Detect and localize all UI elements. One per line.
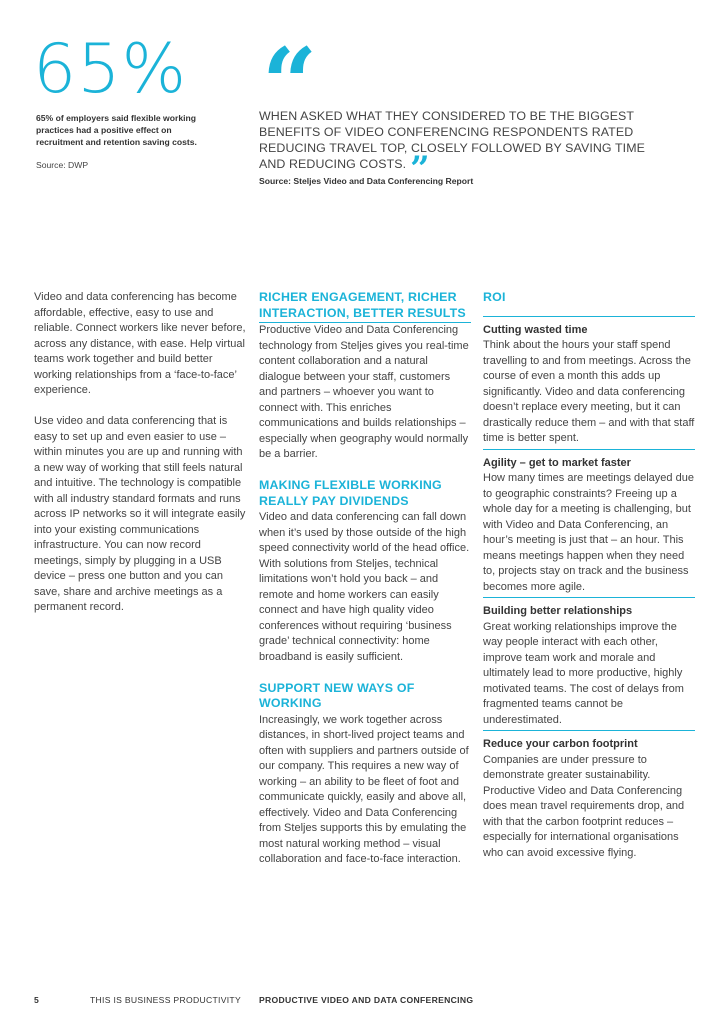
section-body: Video and data conferencing can fall down when it’s used by those outside of the high speed connectivity world of the head office. With solutions from Steljes, technical limitations won’t hold you back – and remote and home workers can easily connect and have high quality video conferences without requiring ‘business grade’ technical connectivity: home broadband is easily sufficient. [259,511,470,663]
page-number: 5 [34,995,40,1005]
roi-item-body: Companies are under pressure to demonstrate greater sustainability. Productive Video and Data Conferencing does mean travel requirements drop, and with that the carbon footprint reduces – especially for international organisations who can avoid excessive flying. [483,753,685,859]
roi-column [483,290,695,869]
roi-item [483,456,695,599]
pull-quote-text: WHEN ASKED WHAT THEY CONSIDERED TO BE THE BIGGEST BENEFITS OF VIDEO CONFERENCING RESPONDENTS RATED REDUCING TRAVEL TOP, CLOSELY FOLLOWED BY SAVING TIME AND REDUCING COSTS. [259,109,645,171]
benefits-column [259,290,471,883]
intro-paragraph: Video and data conferencing has become affordable, effective, easy to use and reliable. Connect workers like never before, across any distance, with ease. Help virtual teams work together and build better working relationships from a ‘face-to-face’ experience. [34,291,246,396]
roi-item-title: Building better relationships [483,605,633,617]
roi-item-body: Great working relationships improve the way people interact with each other, improve team work and morale and ultimately lead to more productive, highly motivated teams. The cost of delays from fragmented teams cannot be underestimated. [483,620,684,726]
stat-source: Source: DWP [36,160,89,170]
section-heading: SUPPORT NEW WAYS OF WORKING [259,680,415,710]
footer-left-label: THIS IS BUSINESS PRODUCTIVITY [90,995,241,1005]
quote-source: Source: Steljes Video and Data Conferencing Report [259,176,474,186]
section-richer-engagement [259,290,471,463]
section-heading: MAKING FLEXIBLE WORKING REALLY PAY DIVIDENDS [259,478,442,508]
roi-item-body: Think about the hours your staff spend travelling to and from meetings. Across the course of even a month this adds up significantly. Video and data conferencing doesn’t replace every meeting, but it can drastically reduce them – and with that staff time is better spent. [483,339,695,444]
section-flexible-working [259,478,471,665]
footer-right-label: PRODUCTIVE VIDEO AND DATA CONFERENCING [259,995,474,1005]
roi-item [483,604,695,731]
roi-item [483,737,695,863]
roi-item [483,323,695,450]
intro-paragraph: Use video and data conferencing that is easy to set up and even easier to use – within minutes you are up and running with a new way of working that still feels natural and intuitive. The technology is compatible with all industry standard formats and runs across IP networks so it will integrate easily into your existing communications infrastructure. You can now record meetings, simply by plugging in a USB device – press one button and you can save, share and archive meetings as a permanent record. [34,415,246,613]
section-body: Productive Video and Data Conferencing technology from Steljes gives you real-time content collaboration and a natural dialogue between your staff, customers and partners – whoever you want to connect with. This enriches communications and builds relationships – especially when geography would normally be a barrier. [259,324,469,460]
roi-item-title: Cutting wasted time [483,323,588,336]
roi-item-body: How many times are meetings delayed due to geographic constraints? Freeing up a whole day for a meeting is challenging, but with Video and Data Conferencing, an hour’s meeting is just that – an hour. This means meetings happen when they need to, projects stay on track and the business becomes more agile. [483,472,694,593]
intro-column [34,290,246,631]
roi-heading: ROI [483,290,695,317]
section-heading: RICHER ENGAGEMENT, RICHER INTERACTION, BETTER RESULTS [259,290,471,323]
roi-item-title: Reduce your carbon footprint [483,738,638,750]
stat-value: 65% [33,30,188,109]
close-quote-icon: ” [410,149,430,189]
roi-item-title: Agility – get to market faster [483,456,631,469]
open-quote-icon: “ [262,27,318,140]
section-body: Increasingly, we work together across distances, in short-lived project teams and often with suppliers and partners outside of our company. This requires a new way of working – an ability to be fleet of foot and communicate quickly, easily and above all, effectively. Video and Data Conferencing from Steljes supports this by emulating the most natural working method – visual collaboration and face-to-face interaction. [259,713,469,865]
section-new-ways [259,681,471,868]
stat-description: 65% of employers said flexible working practices had a positive effect on recruitment and retention saving costs. [36,113,197,147]
